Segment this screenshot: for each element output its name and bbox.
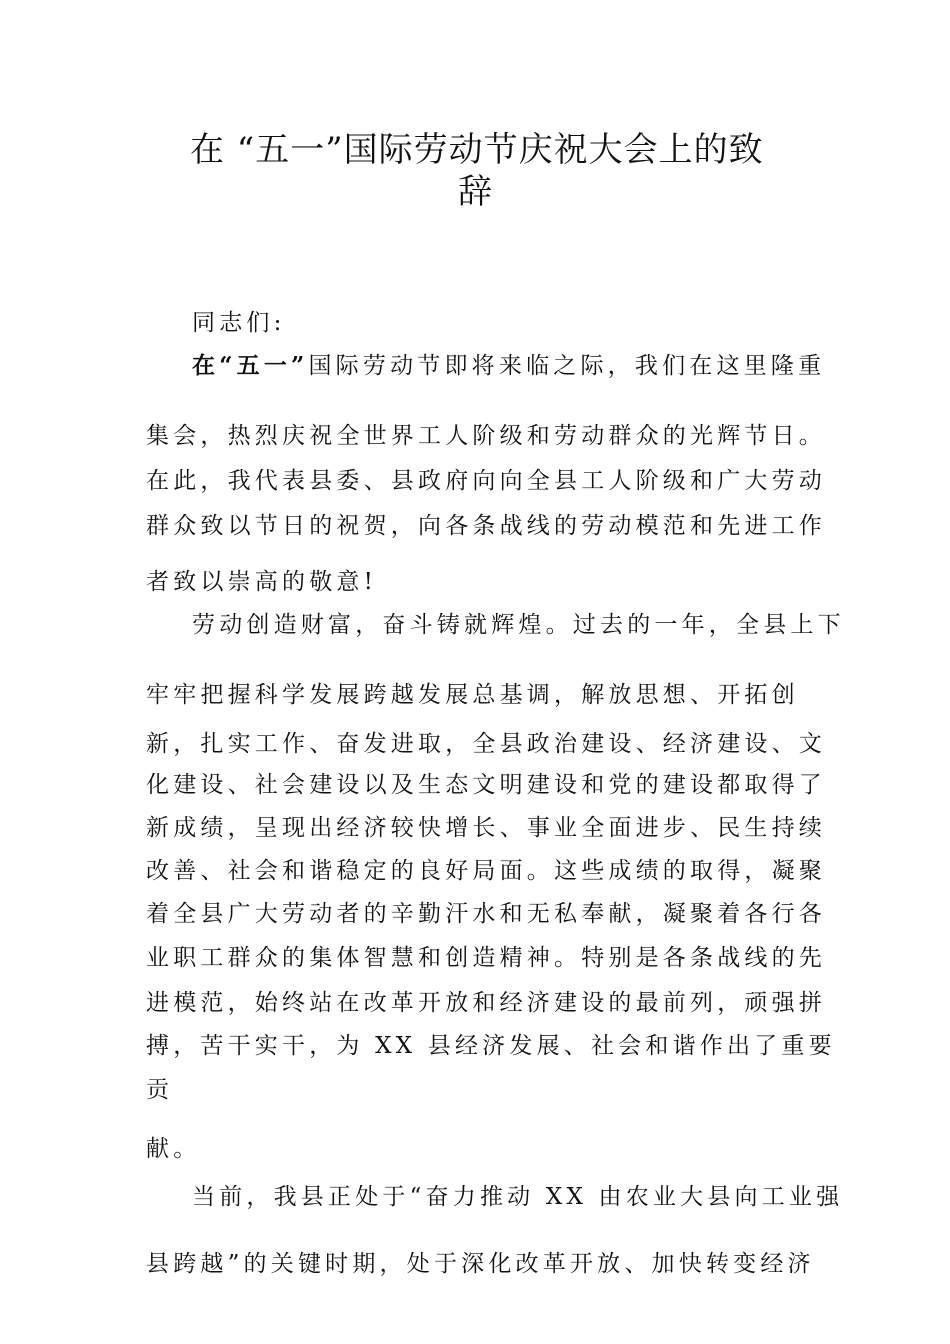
paragraph-1-line-1 <box>192 347 825 380</box>
paragraph-1-line-4: 群众致以节日的祝贺，向各条战线的劳动模范和先进工作 <box>146 513 826 539</box>
paragraph-1-line-5: 者致以崇高的敬意! <box>146 569 378 595</box>
document-title-line1: 在 “五一”国际劳动节庆祝大会上的致 <box>190 130 764 170</box>
paragraph-1-line-3: 在此，我代表县委、县政府向向全县工人阶级和广大劳动 <box>146 468 826 494</box>
paragraph-1-line-1-text: 国际劳动节即将来临之际，我们在这里隆重 <box>308 353 826 379</box>
paragraph-2-line-5: 新成绩，呈现出经济较快增长、事业全面进步、民生持续 <box>146 815 826 841</box>
paragraph-2-line-1: 劳动创造财富，奋斗铸就辉煌。过去的一年，全县上下 <box>192 612 845 638</box>
paragraph-2-line-7: 着全县广大劳动者的辛勤汗水和无私奉献，凝聚着各行各 <box>146 901 826 927</box>
paragraph-1-lead: 在“五一” <box>192 352 309 379</box>
paragraph-3-line-2: 县跨越”的关键时期，处于深化改革开放、加快转变经济 <box>146 1251 815 1277</box>
paragraph-2-line-4: 化建设、社会建设以及生态文明建设和党的建设都取得了 <box>146 772 826 798</box>
paragraph-1-line-2: 集会，热烈庆祝全世界工人阶级和劳动群众的光辉节日。 <box>146 423 826 449</box>
paragraph-2-line-11: 贡 <box>146 1077 174 1103</box>
paragraph-2-line-9: 进模范，始终站在改革开放和经济建设的最前列，顽强拼 <box>146 990 826 1016</box>
paragraph-2-line-3: 新，扎实工作、奋发进取，全县政治建设、经济建设、文 <box>146 731 826 757</box>
paragraph-2-line-6: 改善、社会和谐稳定的良好局面。这些成绩的取得，凝聚 <box>146 858 826 884</box>
paragraph-2-line-12: 献。 <box>146 1136 201 1162</box>
document-title-line2: 辞 <box>458 172 493 212</box>
paragraph-3-line-1: 当前，我县正处于“奋力推动 XX 由农业大县向工业强 <box>192 1184 844 1210</box>
paragraph-2-line-8: 业职工群众的集体智慧和创造精神。特别是各条战线的先 <box>146 945 826 971</box>
paragraph-2-line-10: 搏，苦干实干，为 XX 县经济发展、社会和谐作出了重要 <box>146 1033 836 1059</box>
paragraph-2-line-2: 牢牢把握科学发展跨越发展总基调，解放思想、开拓创 <box>146 682 799 708</box>
salutation: 同志们: <box>192 310 286 336</box>
